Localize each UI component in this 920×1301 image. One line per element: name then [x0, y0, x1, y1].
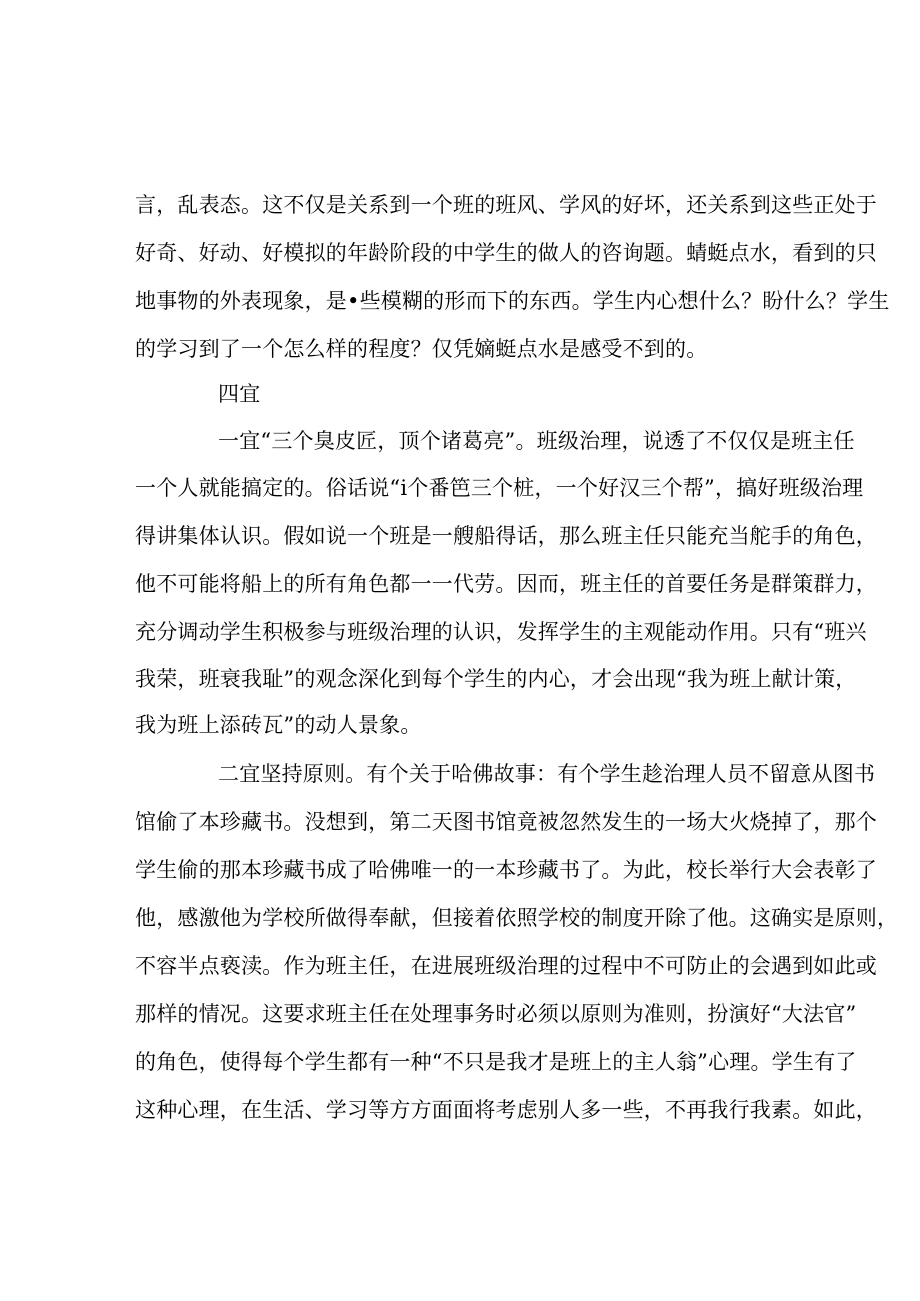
section-heading: 四宜 [218, 382, 261, 406]
paragraph-3-line-3: 学生偷的那本珍藏书成了哈佛唯一的一本珍藏书了。为此，校长举行大会表彰了 [135, 858, 877, 882]
paragraph-3-line-2: 馆偷了本珍藏书。没想到，第二天图书馆竟被忽然发生的一场大火烧掉了，那个 [135, 810, 877, 834]
paragraph-2-line-1: 一宜“三个臭皮匠，顶个诸葛亮”。班级治理，说透了不仅仅是班主任 [218, 429, 855, 453]
paragraph-3-line-8: 这种心理，在生活、学习等方方面面将考虑别人多一些，不再我行我素。如此， [135, 1098, 877, 1122]
paragraph-2-line-7: 我为班上添砖瓦”的动人景象。 [135, 713, 422, 737]
paragraph-3-line-1: 二宜坚持原则。有个关于哈佛故事：有个学生趁治理人员不留意从图书 [218, 762, 876, 786]
paragraph-3-line-6: 那样的情况。这要求班主任在处理事务时必须以原则为准则，扮演好“大法官” [135, 1002, 857, 1026]
paragraph-2-line-4: 他不可能将船上的所有角色都一一代劳。因而，班主任的首要任务是群策群力， [135, 572, 877, 596]
paragraph-1-line-1: 言，乱表态。这不仅是关系到一个班的班风、学风的好坏，还关系到这些正处于 [135, 193, 877, 217]
paragraph-1-line-2: 好奇、好动、好模拟的年龄阶段的中学生的做人的咨询题。蜻蜓点水，看到的只 [135, 241, 877, 265]
paragraph-3-line-4: 他，感激他为学校所做得奉献，但接着依照学校的制度开除了他。这确实是原则， [135, 906, 899, 930]
paragraph-3-line-7: 的角色，使得每个学生都有一种“不只是我才是班上的主人翁”心理。学生有了 [135, 1050, 857, 1074]
paragraph-2-line-6: 我荣，班衰我耻”的观念深化到每个学生的内心，才会出现“我为班上献计策， [135, 667, 857, 691]
paragraph-2-line-3: 得讲集体认识。假如说一个班是一艘船得话，那么班主任只能充当舵手的角色， [135, 524, 877, 548]
paragraph-1-line-3: 地事物的外表现象，是•些模糊的形而下的东西。学生内心想什么？盼什么？学生 [135, 289, 890, 313]
paragraph-1-line-4: 的学习到了一个怎么样的程度？仅凭嫡蜓点水是感受不到的。 [135, 337, 708, 361]
paragraph-2-line-2: 一个人就能搞定的。俗话说“i个番笆三个桩，一个好汉三个帮”，搞好班级治理 [135, 476, 864, 500]
paragraph-2-line-5: 充分调动学生积极参与班级治理的认识，发挥学生的主观能动作用。只有“班兴 [135, 620, 867, 644]
paragraph-3-line-5: 不容半点亵渎。作为班主任，在进展班级治理的过程中不可防止的会遇到如此或 [135, 954, 877, 978]
